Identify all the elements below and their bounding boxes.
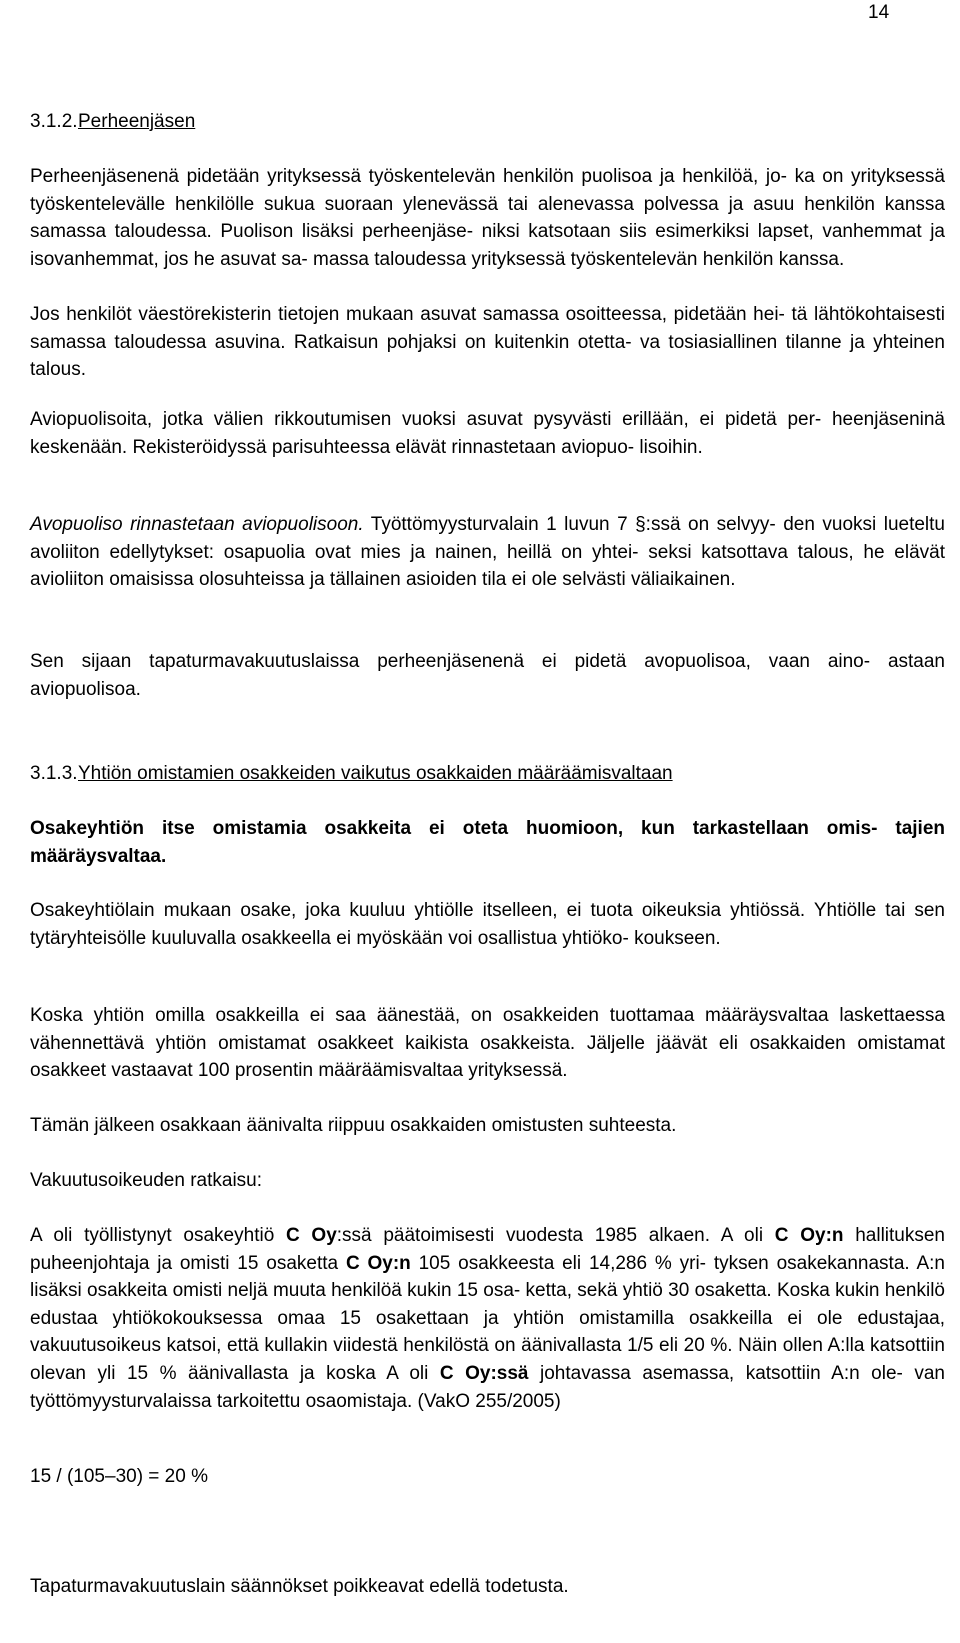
company-name: C Oy:ssä (439, 1362, 529, 1384)
paragraph-separated-spouses: Aviopuolisoita, jotka välien rikkoutumisen vuoksi asuvat pysyvästi erillään, ei pidetä per- heenjäseninä keskenään. Rekisteröidyssä parisuhteessa elävät rinnastetaan aviopuo- lisoihin. (30, 409, 945, 458)
company-name: C Oy:n (774, 1225, 844, 1246)
ruling-text: A oli työllistynyt osakeyhtiö (30, 1225, 286, 1246)
section-heading-3-1-2 (30, 108, 945, 136)
paragraph-population-register: Jos henkilöt väestörekisterin tietojen mukaan asuvat samassa osoitteessa, pidetään hei- tä lähtökohtaisesti samassa taloudessa asuvina. Ratkaisun pohjaksi on kuitenkin otetta- va tosiasiallinen tilanne ja yhteinen talous. (30, 304, 945, 381)
ruling-heading: Vakuutusoikeuden ratkaisu: (30, 1170, 263, 1191)
company-name: C Oy (285, 1225, 337, 1246)
ruling-text: :ssä päätoimisesti vuodesta 1985 alkaen. A oli (336, 1225, 775, 1246)
paragraph-vote-share: Tämän jälkeen osakkaan äänivalta riippuu osakkaiden omistusten suhteesta. (30, 1115, 677, 1136)
paragraph-bold-lead: Osakeyhtiön itse omistamia osakkeita ei oteta huomioon, kun tarkastellaan omis- tajien määräysvaltaa. (30, 818, 945, 867)
paragraph-companies-act: Osakeyhtiölain mukaan osake, joka kuuluu yhtiölle itselleen, ei tuota oikeuksia yhtiössä. Yhtiölle tai sen tytäryhteisölle kuuluvalla osakkeella ei myöskään voi osallistua yhtiöko- koukseen. (30, 900, 945, 949)
section-title: Yhtiön omistamien osakkeiden vaikutus osakkaiden määräämisvaltaan (78, 763, 673, 784)
ruling-text: hallituksen puheenjohtaja ja omisti 15 osaketta (30, 1225, 945, 1274)
italic-lead: Avopuoliso rinnastetaan aviopuolisoon. (30, 514, 364, 535)
paragraph-accident-insurance: Sen sijaan tapaturmavakuutuslaissa perheenjäsenenä ei pidetä avopuolisoa, vaan aino- astaan aviopuolisoa. (30, 651, 945, 700)
ruling-text: johtavassa asemassa, katsottiin A:n ole- van työttömyysturvalaissa tarkoitettu osaomistaja. (VakO 255/2005) (30, 1362, 945, 1412)
paragraph-ruling (30, 1222, 945, 1415)
page-number: 14 (868, 2, 890, 23)
paragraph-cohabitation-text: Työttömyysturvalain 1 luvun 7 §:ssä on selvyy- den vuoksi lueteltu avoliiton edellytykset: osapuolia ovat mies ja nainen, heillä on yhtei- seksi katsottava talous, he elävät avioliiton omaisissa olosuhteissa ja tällainen asioiden tila ei ole selvästi väliaikainen. (30, 514, 945, 591)
section-heading-3-1-3 (30, 760, 945, 788)
section-number: 3.1.3. (30, 763, 78, 784)
paragraph-cohabitation (30, 511, 945, 594)
company-name: C Oy:n (345, 1252, 411, 1274)
paragraph-family-member-definition: Perheenjäsenenä pidetään yrityksessä työskentelevän henkilön puolisoa ja henkilöä, jo- ka on yrityksessä työskentelevälle henkilölle sukua suoraan ylenevässä tai alenevassa polvessa ja asuu henkilön kanssa samassa taloudessa. Puolison lisäksi perheenjäse- niksi katsotaan siis esimerkiksi lapset, vanhemmat ja isovanhemmat, jos he asuvat sa- massa taloudessa yrityksessä työskentelevän henkilön kanssa. (30, 166, 945, 270)
ruling-text: 105 osakkeesta eli 14,286 % yri- tyksen osakekannasta. A:n lisäksi osakkeita omisti neljä muuta henkilöä kukin 15 osa- ketta, sekä yhtiö 30 osaketta. Koska kukin henkilö edustaa yhtiökokouksessa omaa 15 osakettaan ja yhtiön omistamilla osakkeilla ei ole edustajaa, vakuutusoikeus katsoi, että kullakin viidestä henkilöstä on äänivallasta 1/5 eli 20 %. Näin ollen A:lla katsottiin olevan yli 15 % äänivallasta ja koska A oli (30, 1252, 945, 1384)
paragraph-voting-power: Koska yhtiön omilla osakkeilla ei saa äänestää, on osakkeiden tuottamaa määräysvaltaa laskettaessa vähennettävä yhtiön omistamat osakkeet kaikista osakkeista. Jäljelle jäävät eli osakkaiden omistamat osakkeet vastaavat 100 prosentin määräämisvaltaa yrityksessä. (30, 1005, 945, 1082)
section-number: 3.1.2. (30, 111, 78, 132)
formula: 15 / (105–30) = 20 % (30, 1466, 208, 1487)
paragraph-closing: Tapaturmavakuutuslain säännökset poikkeavat edellä todetusta. (30, 1576, 569, 1597)
section-title: Perheenjäsen (78, 111, 196, 132)
